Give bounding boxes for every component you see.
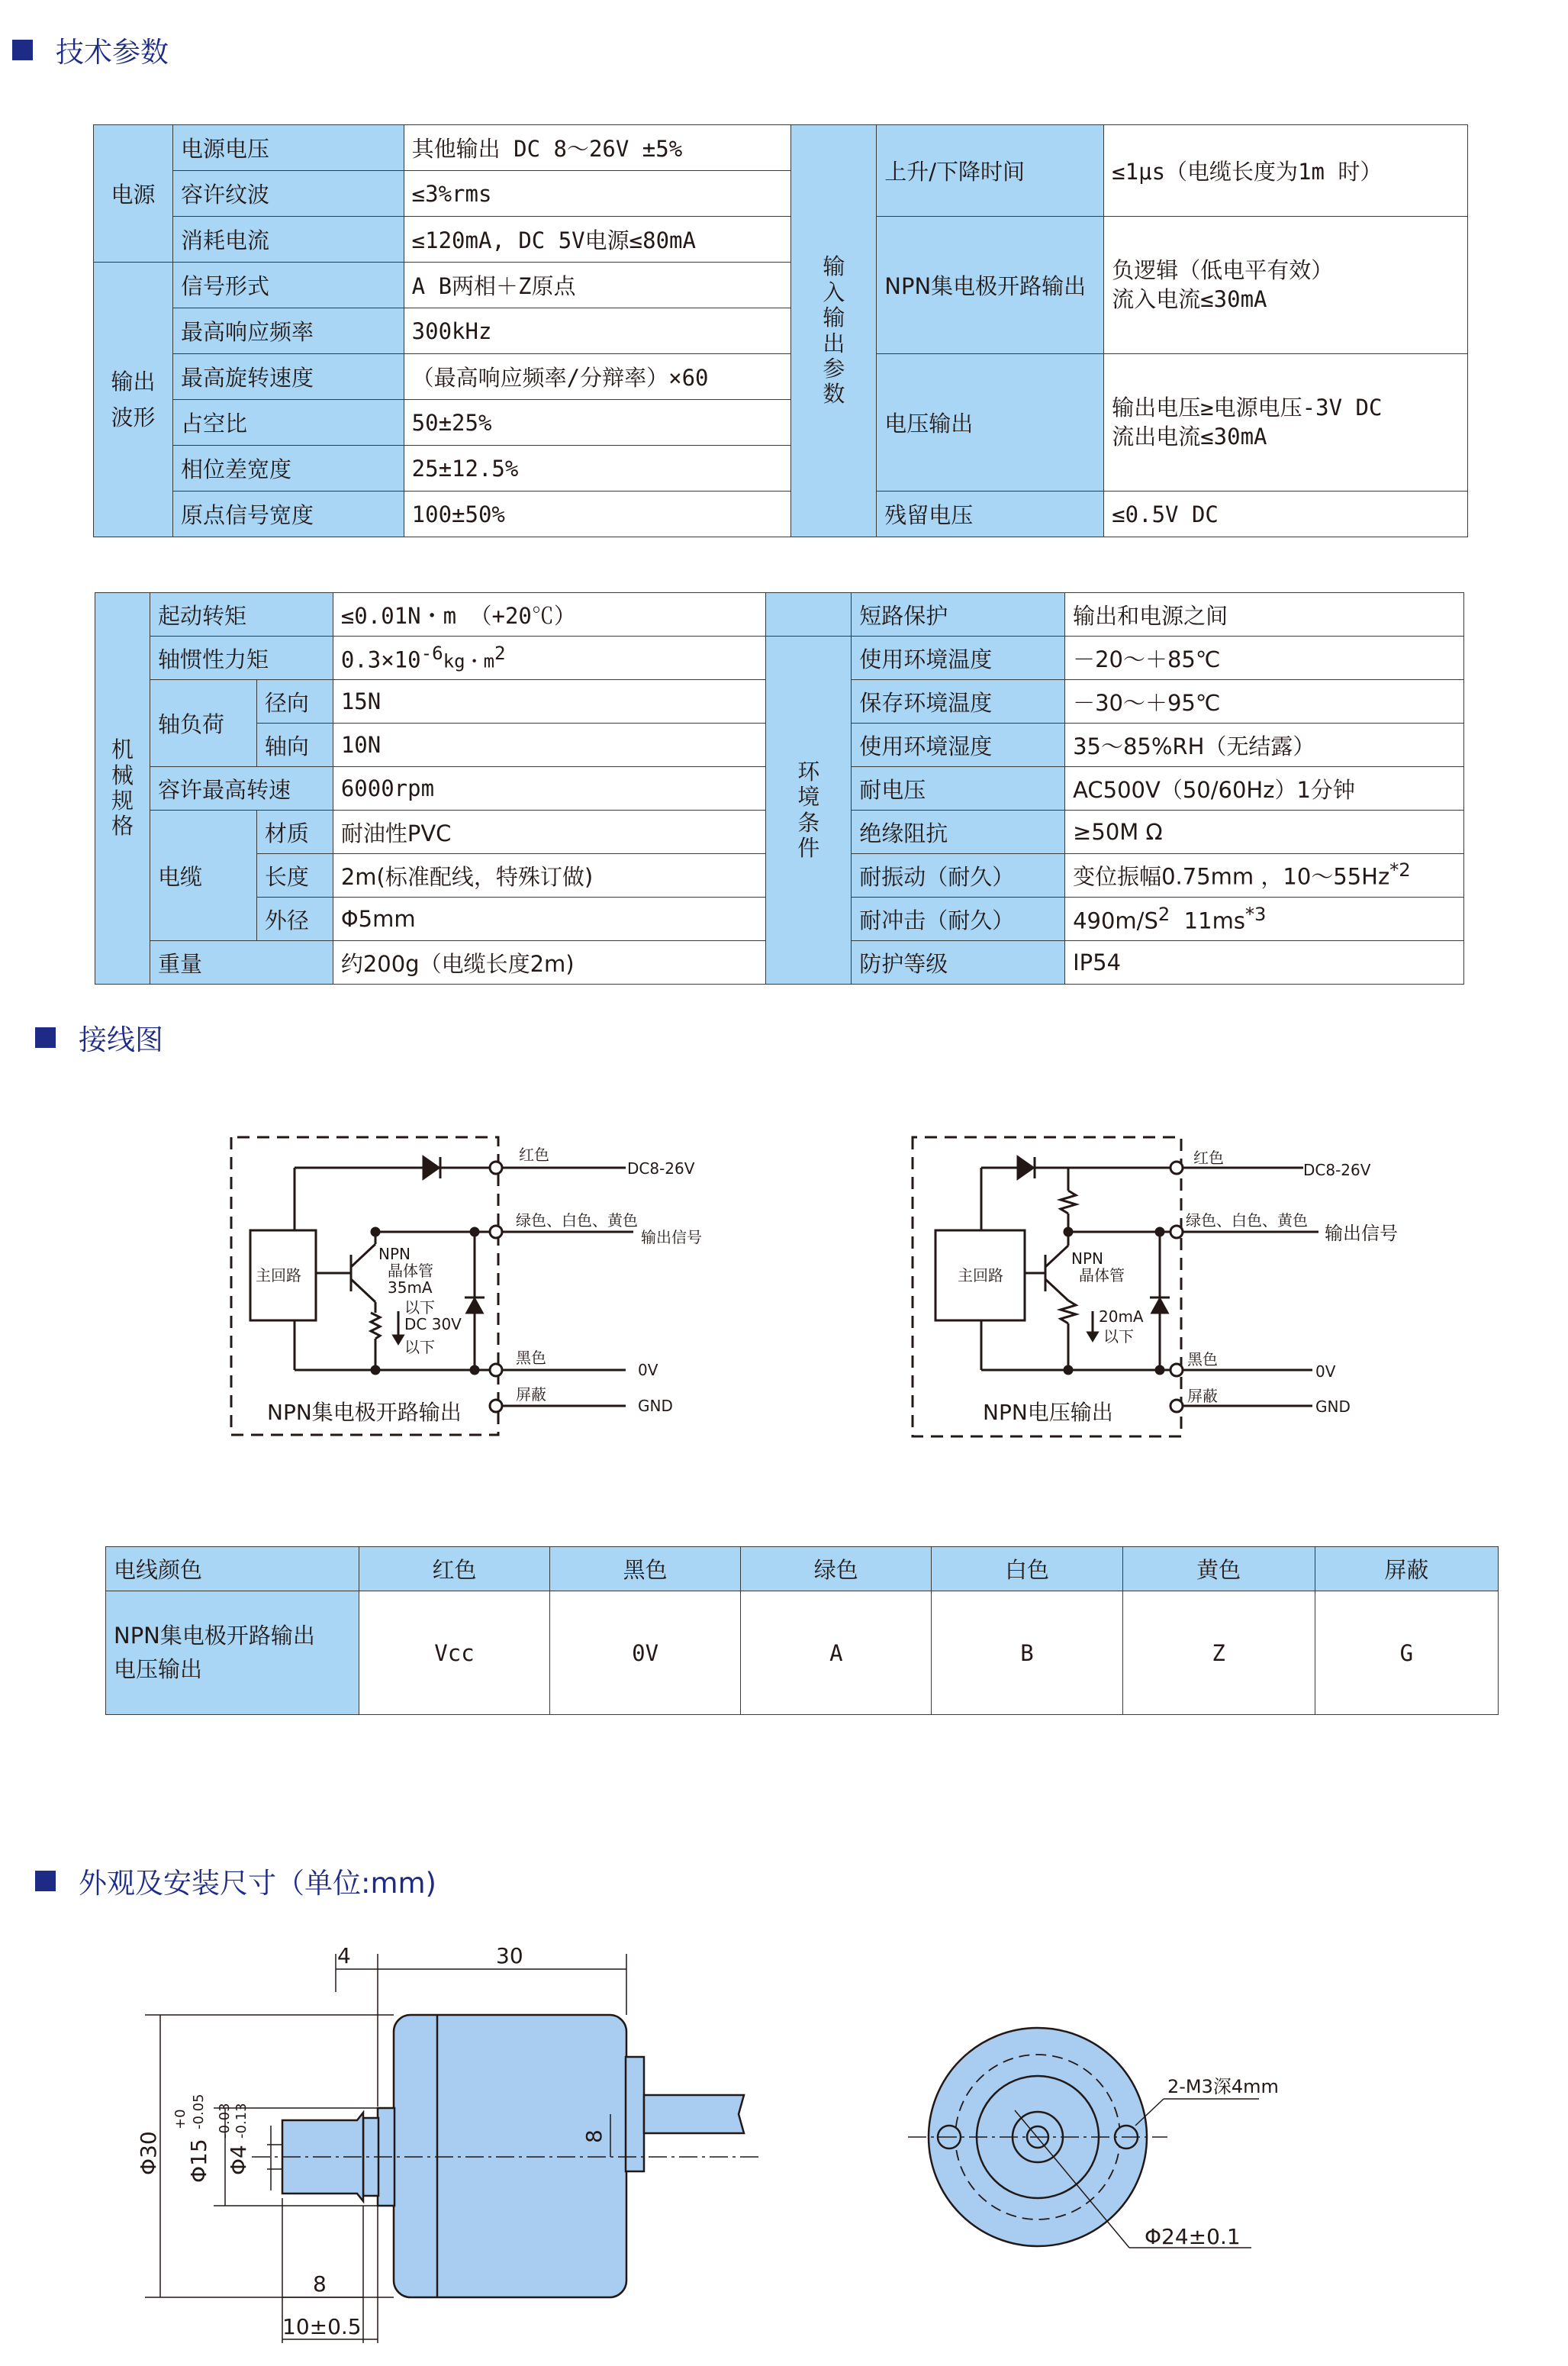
spec-value: 15N [333, 680, 766, 724]
spec-key: 原点信号宽度 [172, 492, 404, 537]
dim-label: 2-M3深4mm [1167, 2076, 1279, 2097]
env-empty [766, 593, 852, 637]
spec-value: 约200g（电缆长度2m) [333, 941, 766, 985]
spec-value: A B两相＋Z原点 [404, 263, 791, 308]
spec-value: ≤0.5V DC [1104, 492, 1468, 537]
spec-key: 电压输出 [877, 354, 1104, 492]
table-cell: Z [1122, 1591, 1315, 1715]
below-label: 以下 [404, 1338, 435, 1356]
spec-key: 长度 [256, 854, 333, 898]
dim-label: -0.05 [191, 2094, 207, 2129]
section-title-wiring [35, 1017, 163, 1058]
black-wire-label: 黑色 [1187, 1350, 1218, 1368]
dc-range-label: DC8-26V [627, 1159, 695, 1178]
wiring-left-labels [256, 1146, 702, 1425]
spec-value: Φ5mm [333, 898, 766, 941]
table-cell: G [1315, 1591, 1498, 1715]
front-view-labels [1145, 2076, 1279, 2249]
dim-label: Φ30 [136, 2131, 161, 2175]
shaft-load-label: 轴负荷 [150, 680, 256, 767]
spec-value: AC500V（50/60Hz）1分钟 [1065, 767, 1464, 811]
spec-value: 35～85%RH（无结露） [1065, 724, 1464, 767]
shield-label: 屏蔽 [516, 1385, 546, 1404]
spec-key: 保存环境温度 [852, 680, 1065, 724]
section-square-icon [35, 1027, 56, 1048]
spec-value: ≤0.01N・m （+20℃） [333, 593, 766, 637]
spec-value: ≤3%rms [404, 171, 791, 217]
spec-value: 300kHz [404, 308, 791, 354]
dim-label: -0.13 [233, 2103, 250, 2139]
spec-value: －20～＋85℃ [1065, 637, 1464, 680]
table-header: 红色 [359, 1547, 549, 1591]
spec-key: 绝缘阻抗 [852, 811, 1065, 854]
table-cell: Vcc [359, 1591, 549, 1715]
spec-key: 占空比 [172, 400, 404, 446]
dc-label: DC 30V [404, 1315, 462, 1333]
spec-key: 防护等级 [852, 941, 1065, 985]
table-cell: A [741, 1591, 932, 1715]
section-title: 技术参数 [56, 36, 169, 69]
spec-value: （最高响应频率/分辩率）×60 [404, 354, 791, 400]
spec-key: 相位差宽度 [172, 446, 404, 492]
spec-value: 负逻辑（低电平有效） 流入电流≤30mA [1104, 217, 1468, 354]
spec-value: ≤120mA, DC 5V电源≤80mA [404, 217, 791, 263]
diagram-caption: NPN集电极开路输出 [267, 1400, 462, 1425]
spec-key: 最高旋转速度 [172, 354, 404, 400]
spec-key: 消耗电流 [172, 217, 404, 263]
spec-value: 10N [333, 724, 766, 767]
current-label: 20mA [1099, 1307, 1144, 1326]
mech-label: 机械规格 [95, 593, 150, 985]
spec-key: 短路保护 [852, 593, 1065, 637]
env-label: 环境条件 [766, 637, 852, 985]
dim-label: 8 [313, 2271, 327, 2297]
spec-key: 使用环境湿度 [852, 724, 1065, 767]
spec-key: 耐电压 [852, 767, 1065, 811]
spec-value: 输出电压≥电源电压-3V DC 流出电流≤30mA [1104, 354, 1468, 492]
gnd-label: GND [1315, 1397, 1351, 1416]
wiring-diagram-right [913, 1137, 1318, 1436]
spec-value: －30～＋95℃ [1065, 680, 1464, 724]
table-header: 电线颜色 [106, 1547, 359, 1591]
dim-label: +0 [172, 2109, 188, 2129]
dim-label: 10±0.5 [282, 2314, 362, 2339]
spec-key: NPN集电极开路输出 [877, 217, 1104, 354]
table-cell: B [932, 1591, 1122, 1715]
zero-label: 0V [638, 1361, 658, 1379]
cable-label: 电缆 [150, 811, 256, 941]
spec-value: 6000rpm [333, 767, 766, 811]
spec-key: 信号形式 [172, 263, 404, 308]
wire-color-table [105, 1546, 1499, 1715]
spec-value: 2m(标准配线，特殊订做) [333, 854, 766, 898]
wiring-diagrams [0, 1107, 1568, 1458]
spec-key: 径向 [256, 680, 333, 724]
spec-key: 使用环境温度 [852, 637, 1065, 680]
section-square-icon [12, 40, 33, 60]
below-label: 以下 [404, 1298, 435, 1317]
colors-label: 绿色、白色、黄色 [516, 1211, 638, 1230]
transistor-label: 晶体管 [388, 1262, 433, 1280]
table-header: 黄色 [1122, 1547, 1315, 1591]
table-header: 屏蔽 [1315, 1547, 1498, 1591]
dim-label: Φ4 [226, 2145, 251, 2175]
spec-value: 其他输出 DC 8～26V ±5% [404, 125, 791, 171]
signal-label: 输出信号 [1325, 1223, 1398, 1244]
main-circuit-label: 主回路 [958, 1266, 1003, 1285]
spec-key: 残留电压 [877, 492, 1104, 537]
spec-value: $0.3\times 10^{-6}kg$・$m^2$ [333, 637, 766, 680]
below-label: 以下 [1103, 1327, 1134, 1346]
spec-value: 100±50% [404, 492, 791, 537]
diagram-caption: NPN电压输出 [983, 1400, 1113, 1425]
spec-table-mechanical [95, 592, 1464, 985]
dim-label: Φ15 [186, 2139, 211, 2183]
zero-label: 0V [1315, 1362, 1336, 1381]
main-circuit-label: 主回路 [256, 1266, 301, 1285]
dim-label: -0.03 [217, 2103, 233, 2139]
npn-label: NPN [1071, 1249, 1103, 1268]
dim-label: 8 [581, 2129, 607, 2143]
dim-label: 30 [496, 1943, 523, 1968]
row-label: NPN集电极开路输出 电压输出 [106, 1591, 359, 1715]
spec-key: 起动转矩 [150, 593, 333, 637]
dc-range-label: DC8-26V [1303, 1161, 1371, 1179]
dimension-drawings [0, 1939, 1568, 2351]
dim-label: 4 [337, 1943, 351, 1968]
power-label: 电源 [94, 125, 173, 263]
spec-key: 电源电压 [172, 125, 404, 171]
red-wire-label: 红色 [519, 1146, 549, 1164]
transistor-label: 晶体管 [1079, 1266, 1125, 1285]
front-view [908, 2028, 1259, 2248]
spec-key: 容许纹波 [172, 171, 404, 217]
spec-key: 容许最高转速 [150, 767, 333, 811]
spec-value: $490m/S^2$ $11ms^{*3}$ [1065, 898, 1464, 941]
section-title: 外观及安装尺寸（单位:mm) [79, 1867, 436, 1900]
output-label: 输出 波形 [94, 263, 173, 537]
spec-value: ≥50M Ω [1065, 811, 1464, 854]
spec-key: 最高响应频率 [172, 308, 404, 354]
spec-key: 外径 [256, 898, 333, 941]
spec-key: 耐冲击（耐久） [852, 898, 1065, 941]
spec-value: 50±25% [404, 400, 791, 446]
table-header: 黑色 [550, 1547, 741, 1591]
colors-label: 绿色、白色、黄色 [1186, 1211, 1308, 1230]
dim-label: Φ24±0.1 [1145, 2224, 1241, 2249]
spec-value: 25±12.5% [404, 446, 791, 492]
gnd-label: GND [638, 1397, 673, 1415]
spec-value: 耐油性PVC [333, 811, 766, 854]
table-cell: 0V [550, 1591, 741, 1715]
spec-key: 上升/下降时间 [877, 125, 1104, 217]
spec-table-electrical [93, 124, 1468, 537]
spec-key: 轴向 [256, 724, 333, 767]
red-wire-label: 红色 [1193, 1149, 1224, 1167]
io-label: 输入输出参数 [791, 125, 877, 537]
current-label: 35mA [388, 1278, 433, 1297]
black-wire-label: 黑色 [516, 1349, 546, 1367]
npn-label: NPN [378, 1245, 411, 1263]
section-title-dims [35, 1860, 436, 1901]
spec-key: 重量 [150, 941, 333, 985]
signal-label: 输出信号 [641, 1228, 702, 1246]
shield-label: 屏蔽 [1187, 1387, 1218, 1405]
spec-key: 轴惯性力矩 [150, 637, 333, 680]
section-title-tech [12, 29, 169, 70]
spec-value: 输出和电源之间 [1065, 593, 1464, 637]
spec-key: 材质 [256, 811, 333, 854]
spec-key: 耐振动（耐久） [852, 854, 1065, 898]
spec-value: ≤1μs（电缆长度为1m 时） [1104, 125, 1468, 217]
section-square-icon [35, 1871, 56, 1891]
spec-value: IP54 [1065, 941, 1464, 985]
table-header: 白色 [932, 1547, 1122, 1591]
table-header: 绿色 [741, 1547, 932, 1591]
side-view [252, 2015, 763, 2297]
spec-value: 变位振幅0.75mm ，10～55Hz$^{*2}$ [1065, 854, 1464, 898]
section-title: 接线图 [79, 1023, 163, 1056]
